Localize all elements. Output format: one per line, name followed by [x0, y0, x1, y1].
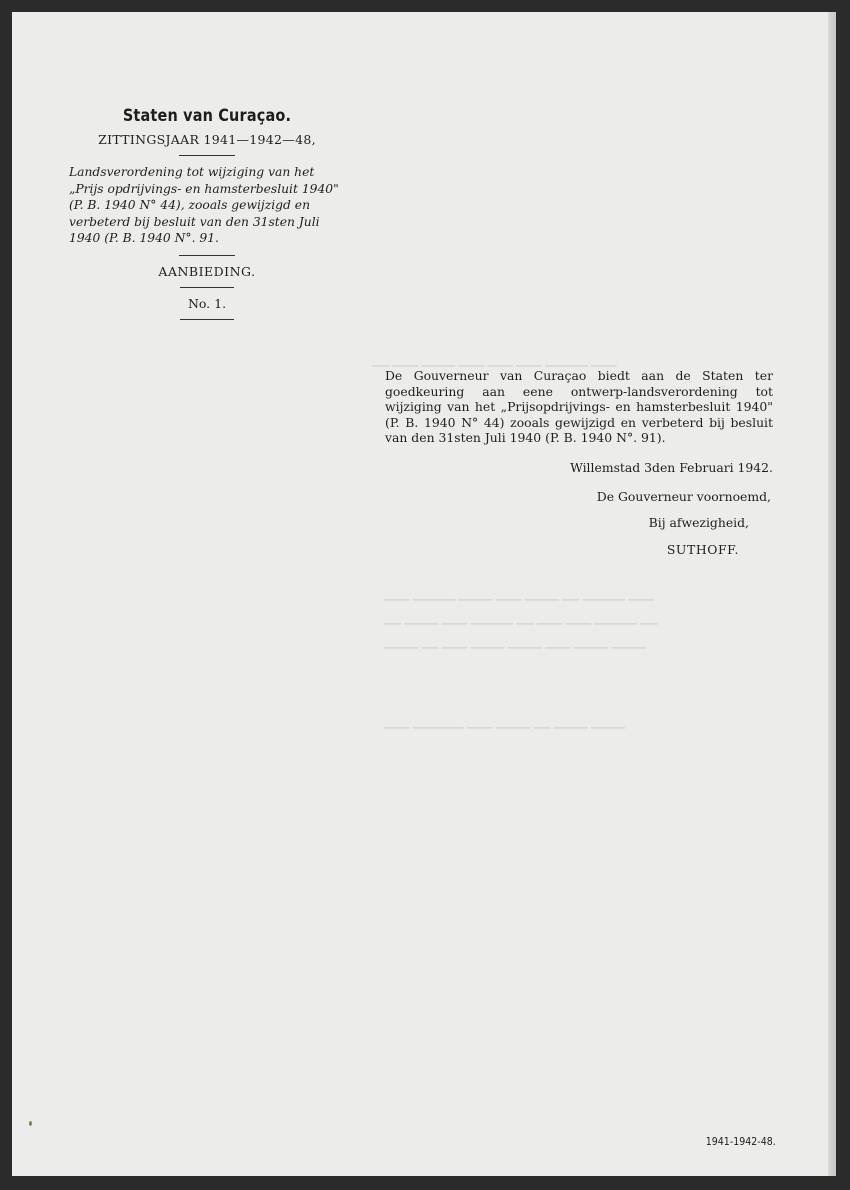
divider	[179, 255, 235, 256]
footer-code: 1941-1942-48.	[706, 1136, 776, 1148]
offer-paragraph: De Gouverneur van Curaçao biedt aan de Staten ter goedkeuring aan eene ontwerp-landsverordening tot wijziging van het „Prijsopdrijvings- en hamsterbesluit 1940" (P. B. 1940 N° 44) zooals gewijzigd en verbeterd bij besluit van den 31sten Juli 1940 (P. B. 1940 N°. 91).	[385, 368, 773, 445]
body-block	[385, 368, 773, 557]
divider	[180, 287, 234, 288]
page-edge	[828, 12, 836, 1176]
governor-line: De Gouverneur voornoemd,	[596, 488, 771, 504]
bleed-through: ▁▁ ▁▁▁▁ ▁▁▁ ▁▁▁▁▁ ▁▁ ▁▁▁ ▁▁▁ ▁▁▁▁▁ ▁▁	[384, 612, 658, 625]
offer-label: AANBIEDING.	[158, 263, 256, 279]
document-number: No. 1.	[187, 295, 227, 311]
bleed-through: ▁▁▁ ▁▁▁▁▁ ▁▁▁▁ ▁▁▁ ▁▁▁▁ ▁▁ ▁▁▁▁▁ ▁▁▁	[384, 588, 654, 601]
header-block	[67, 106, 347, 328]
bleed-through: ▁▁▁▁ ▁▁ ▁▁▁ ▁▁▁▁ ▁▁▁▁ ▁▁▁ ▁▁▁▁ ▁▁▁▁	[384, 636, 646, 649]
bleed-through: ▁▁▁ ▁▁▁▁▁▁ ▁▁▁ ▁▁▁▁ ▁▁ ▁▁▁▁ ▁▁▁▁	[384, 716, 625, 729]
session-year: ZITTINGSJAAR 1941—1942—48,	[98, 132, 316, 147]
paper-speck	[29, 1121, 32, 1126]
divider	[180, 319, 234, 320]
document-title: Staten van Curaçao.	[122, 106, 292, 126]
subject-description: Landsverordening tot wijziging van het „Prijs opdrijvings- en hamsterbesluit 1940" (P. B. 1940 N° 44), zooals gewijzigd en verbeterd bij besluit van den 31sten Juli 1940 (P. B. 1940 N°. 91.	[69, 165, 339, 245]
document-page	[12, 12, 836, 1176]
signature: SUTHOFF.	[666, 541, 739, 557]
divider	[179, 155, 235, 156]
absence-line: Bij afwezigheid,	[648, 514, 749, 530]
place-date: Willemstad 3den Februari 1942.	[570, 459, 773, 475]
bleed-through: ▁▁ ▁▁▁ ▁▁▁▁ ▁▁▁ ▁▁▁ ▁▁▁ ▁▁▁▁▁ ▁▁▁	[372, 354, 617, 367]
